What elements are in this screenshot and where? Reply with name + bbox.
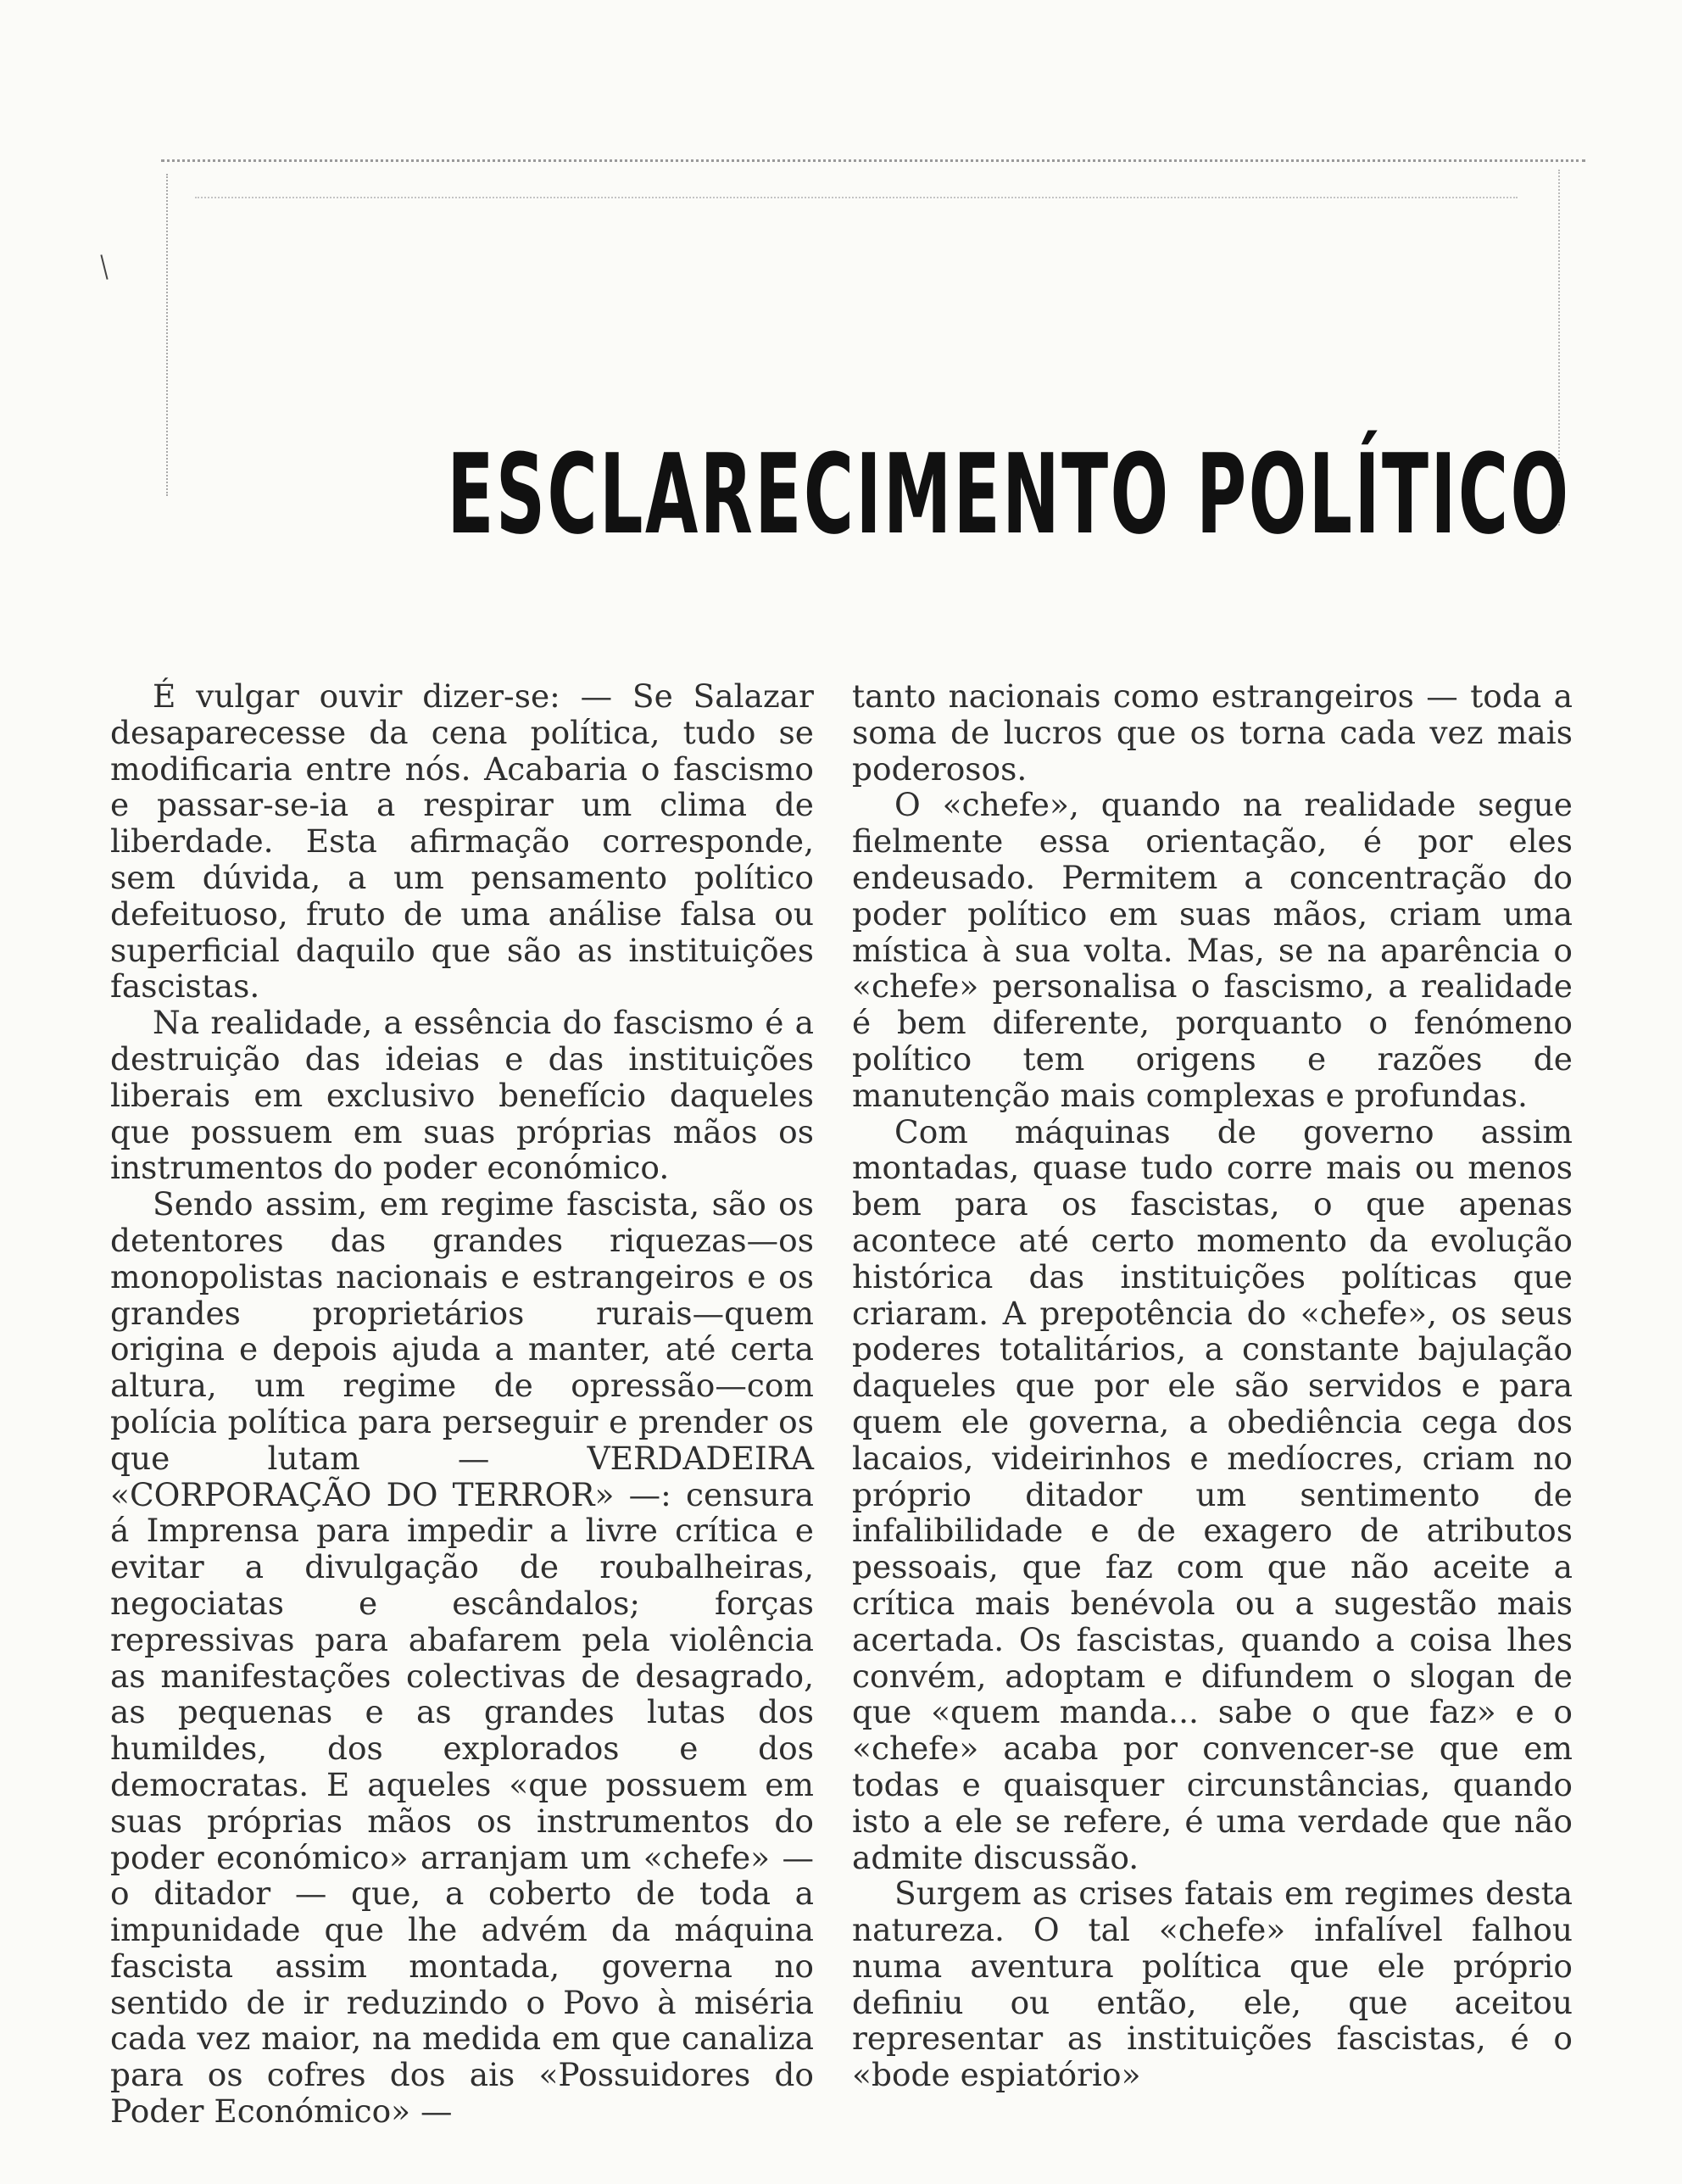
paragraph-continued: tanto nacionais como estrangeiros — toda a soma de lucros que os torna cada vez mais poderosos. [852,677,1573,788]
right-column [852,678,1573,2093]
frame-border-top-inner [195,197,1518,198]
paragraph: É vulgar ouvir dizer-se: — Se Salazar desaparecesse da cena política, tudo se modificaria entre nós. Acabaria o fascismo e passar-se-ia a respirar um clima de liberdade. Esta afirmação corresponde, sem dúvida, a um pensamento político defeituoso, fruto de uma análise falsa ou superficial daquilo que são as instituições fascistas. [110,677,814,1006]
paragraph: Surgem as crises fatais em regimes desta natureza. O tal «chefe» infalível falhou numa aventura política que ele próprio definiu ou então, ele, que aceitou representar as instituições fascistas, é o «bode espiatório» [852,1875,1573,2094]
paragraph: O «chefe», quando na realidade segue fielmente essa orientação, é por eles endeusado. Permitem a concentração do poder político em suas mãos, criam uma mística à sua volta. Mas, se na aparência o «chefe» personalisa o fascismo, a realidade é bem diferente, porquanto o fenómeno político tem origens e razões de manutenção mais complexas e profundas. [852,786,1573,1114]
frame-border-top [161,159,1585,162]
left-column [110,678,814,2130]
paragraph: Com máquinas de governo assim montadas, quase tudo corre mais ou menos bem para os fascistas, o que apenas acontece até certo momento da evolução histórica das instituições políticas que criaram. A prepotência do «chefe», os seus poderes totalitários, a constante bajulação daqueles que por ele são servidos e para quem ele governa, a obediência cega dos lacaios, videirinhos e medíocres, criam no próprio ditador um sentimento de infalibilidade e de exagero de atributos pessoais, que faz com que não aceite a crítica mais benévola ou a sugestão mais acertada. Os fascistas, quando a coisa lhes convém, adoptam e difundem o slogan de que «quem manda... sabe o que faz» e o «chefe» acaba por convencer-se que em todas e quaisquer circunstâncias, quando isto a ele se refere, é uma verdade que não admite discussão. [852,1112,1573,1876]
frame-border-left [166,174,168,496]
margin-mark [100,254,108,280]
article-title: ESCLARECIMENTO POLÍTICO [447,430,1571,559]
paragraph: Na realidade, a essência do fascismo é a destruição das ideias e das instituições liberais em exclusivo benefício daqueles que possuem em suas próprias mãos os instrumentos do poder económico. [110,1004,814,1187]
paragraph: Sendo assim, em regime fascista, são os detentores das grandes riquezas—os monopolistas nacionais e estrangeiros e os grandes proprietários rurais—quem origina e depois ajuda a manter, até certa altura, um regime de opressão—com polícia política para perseguir e prender os que lutam — VERDADEIRA «CORPORAÇÃO DO TERROR» —: censura á Imprensa para impedir a livre crítica e evitar a divulgação de roubalheiras, negociatas e escândalos; forças repressivas para abafarem pela violência as manifestações colectivas de desagrado, as pequenas e as grandes lutas dos humildes, dos explorados e dos democratas. E aqueles «que possuem em suas próprias mãos os instrumentos do poder económico» arranjam um «chefe» — o ditador — que, a coberto de toda a impunidade que lhe advém da máquina fascista assim montada, governa no sentido de ir reduzindo o Povo à miséria cada vez maior, na medida em que canaliza para os cofres dos ais «Possuidores do Poder Económico» — [110,1185,814,2131]
